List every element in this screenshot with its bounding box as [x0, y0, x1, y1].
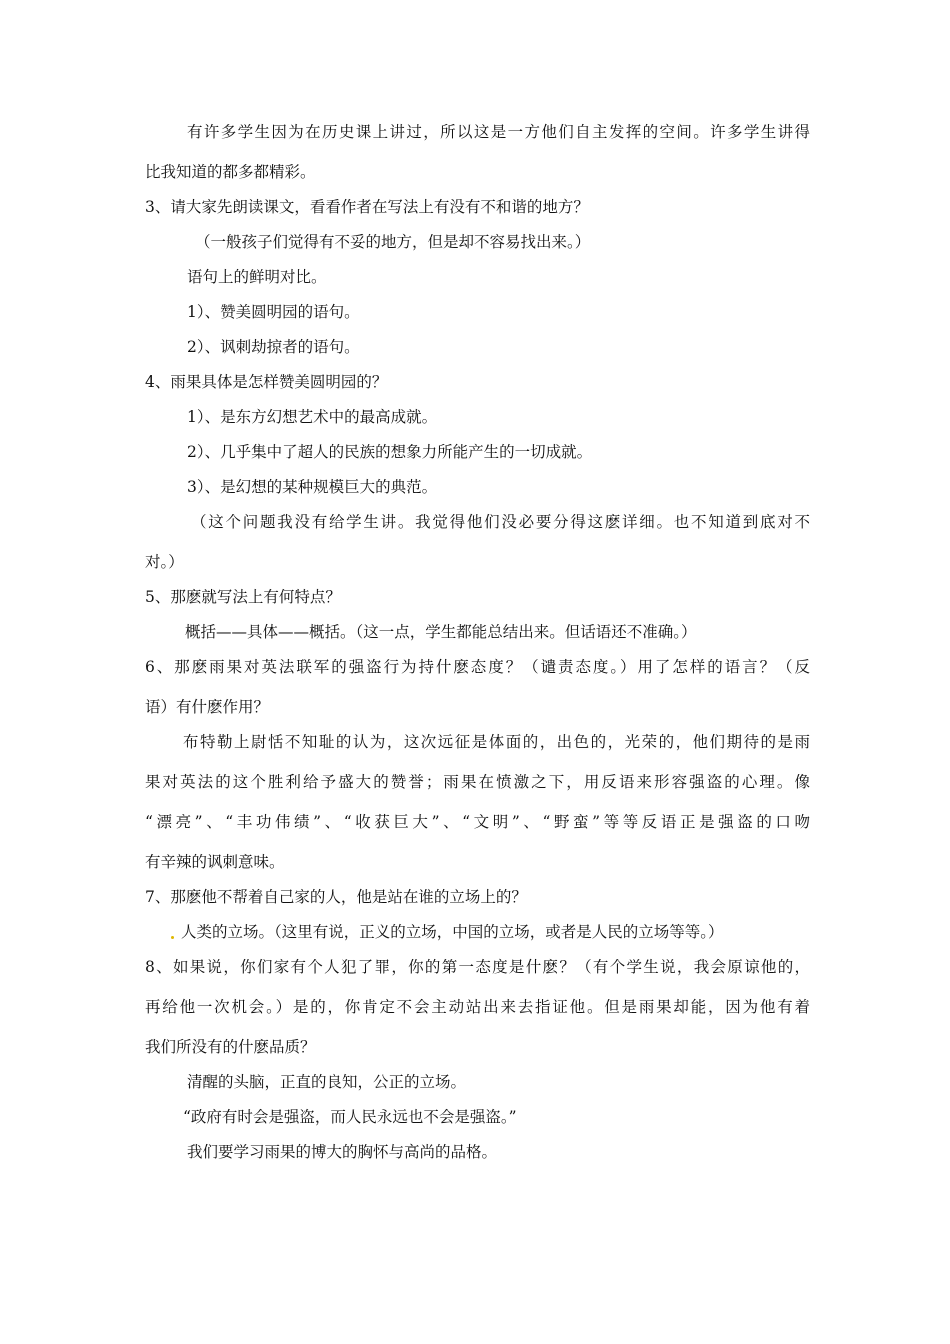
- question-8: 8、如果说，你们家有个人犯了罪，你的第一态度是什麽？（有个学生说，我会原谅他的，: [145, 958, 810, 976]
- text-line: 比我知道的都多都精彩。: [145, 163, 316, 181]
- question-5: 5、那麽就写法上有何特点？: [145, 588, 341, 606]
- list-item: 2）、几乎集中了超人的民族的想象力所能产生的一切成就。: [187, 443, 593, 461]
- text-line: 有辛辣的讽刺意味。: [145, 853, 285, 871]
- text-run: 人类的立场。（这里有说，正义的立场，中国的立场，或者是人民的立场等等。）: [180, 923, 724, 941]
- question-4: 4、雨果具体是怎样赞美圆明园的？: [145, 373, 388, 391]
- note: （这个问题我没有给学生讲。我觉得他们没必要分得这麽详细。也不知道到底对不: [191, 513, 810, 531]
- marker-dot-icon: [171, 936, 174, 939]
- text-line: “漂亮”、“丰功伟绩”、“收获巨大”、“文明”、“野蛮”等等反语正是强盗的口吻: [145, 813, 810, 831]
- note: （一般孩子们觉得有不妥的地方，但是却不容易找出来。）: [195, 233, 591, 251]
- text-line: 对。）: [145, 553, 184, 571]
- quote: “政府有时会是强盗，而人民永远也不会是强盗。”: [183, 1108, 517, 1126]
- question-3: 3、请大家先朗读课文，看看作者在写法上有没有不和谐的地方？: [145, 198, 589, 216]
- text-line: 我们所没有的什麽品质？: [145, 1038, 316, 1056]
- text-line: 概括——具体——概括。（这一点，学生都能总结出来。但话语还不准确。）: [185, 623, 697, 641]
- text-line: 布特勒上尉恬不知耻的认为，这次远征是体面的，出色的，光荣的，他们期待的是雨: [183, 733, 810, 751]
- question-6: 6、那麽雨果对英法联军的强盗行为持什麽态度？（谴责态度。）用了怎样的语言？（反: [145, 658, 810, 676]
- list-item: 2）、讽刺劫掠者的语句。: [187, 338, 360, 356]
- question-7: 7、那麽他不帮着自己家的人，他是站在谁的立场上的？: [145, 888, 527, 906]
- text-line: 我们要学习雨果的博大的胸怀与高尚的品格。: [187, 1143, 498, 1161]
- list-item: 1）、是东方幻想艺术中的最高成就。: [187, 408, 438, 426]
- text-line: 语句上的鲜明对比。: [187, 268, 327, 286]
- text-line: 清醒的头脑，正直的良知，公正的立场。: [187, 1073, 467, 1091]
- text-line: 语）有什麽作用？: [145, 698, 270, 716]
- text-line: [145, 922, 810, 942]
- list-item: 3）、是幻想的某种规模巨大的典范。: [187, 478, 438, 496]
- text-line: 再给他一次机会。）是的，你肯定不会主动站出来去指证他。但是雨果却能，因为他有着: [145, 998, 810, 1016]
- document-body: [145, 122, 810, 1177]
- list-item: 1）、赞美圆明园的语句。: [187, 303, 360, 321]
- text-line: 果对英法的这个胜利给予盛大的赞誉；雨果在愤激之下，用反语来形容强盗的心理。像: [145, 773, 810, 791]
- text-line: 有许多学生因为在历史课上讲过，所以这是一方他们自主发挥的空间。许多学生讲得: [187, 123, 810, 141]
